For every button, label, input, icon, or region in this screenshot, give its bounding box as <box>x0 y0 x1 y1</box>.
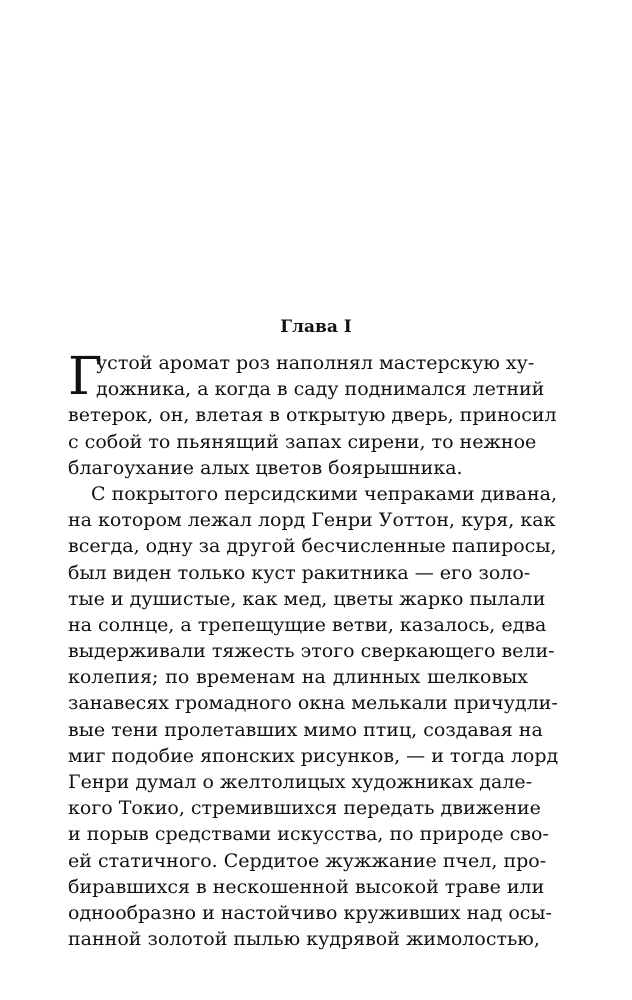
text-line: колепия; по временам на длинных шелковых <box>68 666 528 689</box>
text-line: С покрытого персидскими чепраками дивана, <box>91 482 558 505</box>
text-line: биравшихся в нескошенной высокой траве или <box>68 875 545 898</box>
text-line: на солнце, а трепещущие ветви, казалось, едва <box>68 613 547 636</box>
text-line: ей статичного. Сердитое жужжание пчел, про- <box>68 849 547 872</box>
text-line: и порыв средствами искусства, по природе сво- <box>68 823 549 846</box>
text-line: выдерживали тяжесть этого сверкающего вели- <box>68 640 555 663</box>
text-line: кого Токио, стремившихся передать движение <box>68 797 541 820</box>
text-line: однообразно и настойчиво круживших над осы- <box>68 901 552 924</box>
chapter-title: Глава I <box>280 317 352 337</box>
text-line: был виден только куст ракитника — его золо- <box>68 561 531 584</box>
text-line: с собой то пьянящий запах сирени, то нежное <box>68 430 537 453</box>
text-line: миг подобие японских рисунков, — и тогда лорд <box>68 744 559 767</box>
body-text <box>68 347 559 952</box>
text-line: всегда, одну за другой бесчисленные папиросы, <box>68 535 557 558</box>
text-line: устой аромат роз наполнял мастерскую ху- <box>96 352 535 374</box>
text-line: дожника, а когда в саду поднимался летний <box>96 378 545 401</box>
drop-cap-letter: Г <box>68 347 103 407</box>
text-line: занавесях громадного окна мелькали причудли- <box>68 692 558 715</box>
text-line: тые и душистые, как мед, цветы жарко пылали <box>68 587 546 610</box>
text-line: вые тени пролетавших мимо птиц, создавая на <box>68 718 543 741</box>
text-line: Генри думал о желтолицых художниках дале- <box>68 771 533 793</box>
text-line: ветерок, он, влетая в открытую дверь, приносил <box>68 404 557 427</box>
text-line: на котором лежал лорд Генри Уоттон, куря, как <box>68 509 556 532</box>
text-line: благоухание алых цветов боярышника. <box>68 456 463 479</box>
text-line: панной золотой пылью кудрявой жимолостью, <box>68 928 540 951</box>
